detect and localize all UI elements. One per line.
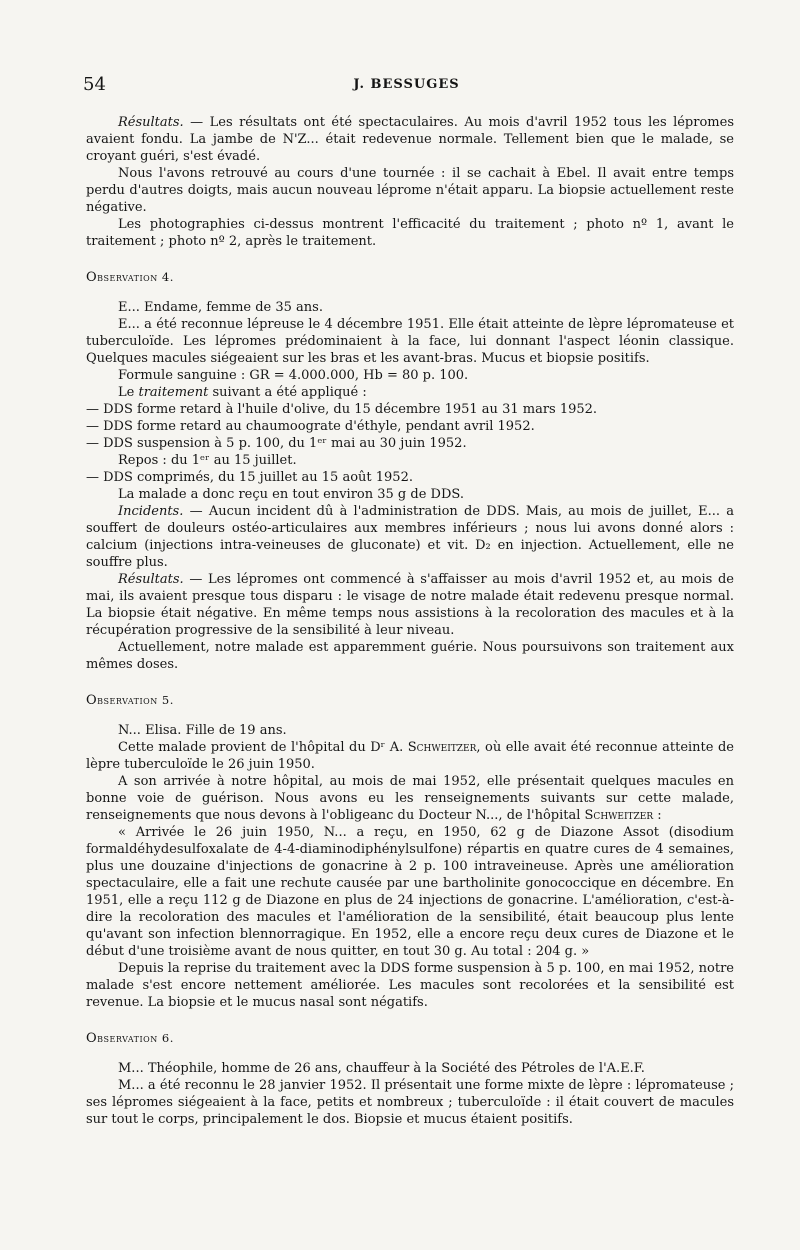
treatment-line: Le traitement suivant a été appliqué : (118, 385, 367, 400)
paragraph: Cette malade provient de l'hôpital du Dʳ A. Schweitzer, où elle avait été reconnue atteinte de lèpre tuberculoïde le 26 juin 1950. (86, 740, 734, 772)
running-head: J. BESSUGES (353, 77, 460, 92)
treatment-item: — DDS forme retard au chaumoograte d'éthyle, pendant avril 1952. (86, 419, 535, 434)
observation-4-heading: Observation 4. (86, 270, 174, 285)
paragraph: Nous l'avons retrouvé au cours d'une tournée : il se cachait à Ebel. Il avait entre temps perdu d'autres doigts, mais aucun nouveau léprome n'était apparu. La biopsie actuellement reste négative. (86, 166, 734, 215)
results-label: Résultats. (118, 115, 184, 130)
formula-line: Formule sanguine : GR = 4.000.000, Hb = 80 p. 100. (118, 368, 469, 383)
paragraph: A son arrivée à notre hôpital, au mois de mai 1952, elle présentait quelques macules en bonne voie de guérison. Nous avons eu les renseignements suivants sur cette malade, renseignements que nous devons à l'obligeanc du Docteur N..., de l'hôpital Schweitzer : (86, 774, 734, 823)
paragraph: E... a été reconnue lépreuse le 4 décembre 1951. Elle était atteinte de lèpre lépromateuse et tuberculoïde. Les lépromes prédominaient à la face, lui donnant l'aspect léonin classique. Quelques macules siégeaient sur les bras et les avant-bras. Mucus et biopsie positifs. (86, 317, 734, 366)
patient-line: E... Endame, femme de 35 ans. (118, 300, 323, 315)
paragraph: Actuellement, notre malade est apparemment guérie. Nous poursuivons son traitement aux mêmes doses. (86, 640, 734, 672)
treatment-item: — DDS forme retard à l'huile d'olive, du 15 décembre 1951 au 31 mars 1952. (86, 402, 598, 417)
page-header (83, 74, 730, 98)
treatment-item: — DDS suspension à 5 p. 100, du 1ᵉʳ mai au 30 juin 1952. (86, 436, 467, 451)
quotation: « Arrivée le 26 juin 1950, N... a reçu, en 1950, 62 g de Diazone Assot (disodium formaldéhydesulfoxalate de 4-4-diaminodiphénylsulfone) répartis en quatre cures de 4 semaines, plus une douzaine d'injections de gonacrine à 2 p. 100 intraveineuse. Après une amélioration spectaculaire, elle a fait une rechute causée par une bartholinite gonococcique en décembre. En 1951, elle a reçu 112 g de Diazone en plus de 24 injections de gonacrine. L'amélioration, c'est-à-dire la recoloration des macules et l'amélioration de la sensibilité, était beaucoup plus lente qu'avant son infection blennorragique. En 1952, elle a encore reçu deux cures de Diazone et le début d'une troisième avant de nous quitter, en tout 30 g. Au total : 204 g. » (86, 825, 734, 959)
treatment-item: Repos : du 1ᵉʳ au 15 juillet. (118, 453, 297, 468)
page-number: 54 (83, 74, 106, 95)
results-paragraph: Résultats. — Les résultats ont été spectaculaires. Au mois d'avril 1952 tous les lépromes avaient fondu. La jambe de N'Z... était redevenue normale. Tellement bien que le malade, se croyant guéri, s'est évadé. (86, 115, 734, 164)
incidents-paragraph: Incidents. — Aucun incident dû à l'administration de DDS. Mais, au mois de juillet, E... a souffert de douleurs ostéo-articulaires aux membres inférieurs ; nous lui avons donné alors : calcium (injections intra-veineuses de gluconate) et vit. D₂ en injection. Actuellement, elle ne souffre plus. (86, 504, 734, 570)
paragraph: M... a été reconnu le 28 janvier 1952. Il présentait une forme mixte de lèpre : lépromateuse ; ses lépromes siégeaient à la face, petits et nombreux ; tuberculoïde : il était couvert de macules sur tout le corps, principalement le dos. Biopsie et mucus étaient positifs. (86, 1078, 734, 1127)
paragraph: La malade a donc reçu en tout environ 35 g de DDS. (118, 487, 464, 502)
article-body (86, 114, 734, 1128)
patient-line: M... Théophile, homme de 26 ans, chauffeur à la Société des Pétroles de l'A.E.F. (118, 1061, 645, 1076)
treatment-item: — DDS comprimés, du 15 juillet au 15 août 1952. (86, 470, 413, 485)
paragraph: Les photographies ci-dessus montrent l'efficacité du traitement ; photo nº 1, avant le traitement ; photo nº 2, après le traitement. (86, 217, 734, 249)
observation-6-heading: Observation 6. (86, 1031, 174, 1046)
paragraph: Depuis la reprise du traitement avec la DDS forme suspension à 5 p. 100, en mai 1952, notre malade s'est encore nettement améliorée. Les macules sont recolorées et la sensibilité est revenue. La biopsie et le mucus nasal sont négatifs. (86, 961, 734, 1010)
results-paragraph: Résultats. — Les lépromes ont commencé à s'affaisser au mois d'avril 1952 et, au mois de mai, ils avaient presque tous disparu : le visage de notre malade était redevenu presque normal. La biopsie était négative. En même temps nous assistions à la recoloration des macules et à la récupération progressive de la sensibilité à leur niveau. (86, 572, 734, 638)
observation-5-heading: Observation 5. (86, 693, 174, 708)
patient-line: N... Elisa. Fille de 19 ans. (118, 723, 287, 738)
